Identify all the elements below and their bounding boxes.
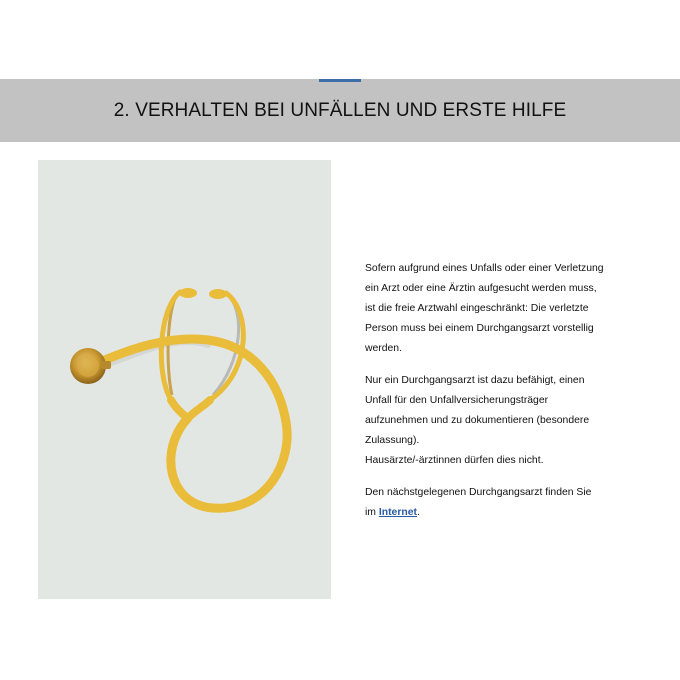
internet-link[interactable]: Internet bbox=[378, 507, 417, 518]
body-text bbox=[365, 259, 615, 535]
stethoscope-photo bbox=[38, 160, 331, 599]
page-title: 2. VERHALTEN BEI UNFÄLLEN UND ERSTE HILFE bbox=[113, 99, 567, 121]
paragraph-finden: Den nächstgelegenen Durchgangsarzt finden Sie im Internet. bbox=[365, 487, 592, 518]
paragraph-arztwahl: Sofern aufgrund eines Unfalls oder einer Verletzung ein Arzt oder eine Ärztin aufgesucht werden muss, ist die freie Arztwahl eingeschränkt: Die verletzte Person muss bei einem Durchgangsarzt vorstellig werden. bbox=[365, 263, 604, 354]
paragraph-durchgangsarzt: Nur ein Durchgangsarzt ist dazu befähigt, einen Unfall für den Unfallversicherungsträger aufzunehmen und zu dokumentieren (besondere Zulassung). Hausärzte/-ärztinnen dürfen dies nicht. bbox=[365, 375, 590, 466]
